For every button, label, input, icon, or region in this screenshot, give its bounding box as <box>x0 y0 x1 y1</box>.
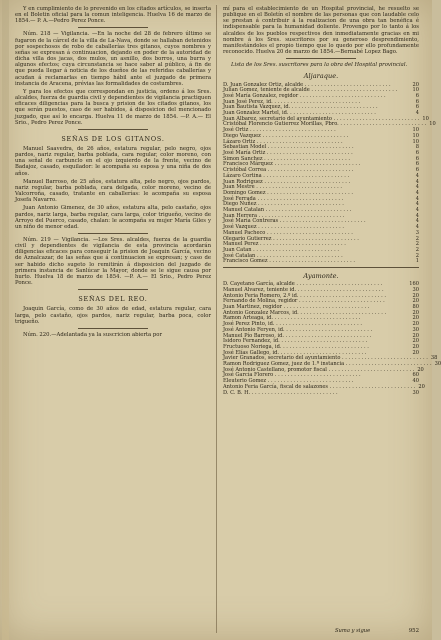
subscriber-name: Antonio Feria Romero, 2.º id. . . . . . . . . . . . . . . . . . . . . . . . . . . . <box>223 292 386 299</box>
footer-label: Suma y sigue <box>335 628 371 634</box>
notice-219-paragraph: Núm. 219 — Vigilancia. —Los Sres. alcaldes, fuerza de la guardia civil y dependientes de vigilancia de esta provincia acordarán diligencias eficaces para conseguir la prision de Joaquin García, vecino de Aznalcazar, de las señas que á continuacion se expresan; y caso de ser habido dicho sugeto lo remitirán á disposicion del juzgado de primera instancia de Sanlúcar la Mayor, donde se le sigue causa por hurto. Huelva 18 de marzo de 1854. —P. A.— El Srio., Pedro Perez Ponce. <box>15 237 211 287</box>
subscriber-name: Manuel Alvarez, teniente id. . . . . . . . . . . . . . . . . . . . . . . . . . . . <box>223 286 384 293</box>
subscriber-amount: 4 <box>415 195 419 202</box>
subscriber-amount: 10 <box>422 115 429 122</box>
subscriber-name: Diego Vazquez . . . . . . . . . . . . . . . . . . . . . . . . . . . <box>223 132 349 139</box>
subscriber-name: Juan Rodriguez . . . . . . . . . . . . . . . . . . . . . . . . . . . <box>223 178 351 185</box>
subscriber-name: Juan Martinez, regidor . . . . . . . . . . . . . . . . . . . . . . . . . . . <box>223 304 370 311</box>
subscriber-name: Francisco Márquez . . . . . . . . . . . . . . . . . . . . . . . . . . . <box>223 161 361 168</box>
subscriber-amount: 2 <box>415 246 419 253</box>
subscriber-amount: 20 <box>412 343 419 350</box>
subscriber-name: Ramon Rodriguez Gomez, juez de 1.ª instancia . . . . . . . . . . . . . . . . . . . . . . . . . . . <box>223 361 432 368</box>
subscriber-amount: 10 <box>412 138 419 145</box>
subscriber-amount: 6 <box>415 167 419 174</box>
subscriber-amount: 2 <box>415 241 419 248</box>
subscriber-amount: 2 <box>415 235 419 242</box>
subscriber-name: Fernando de Molina, regidor . . . . . . . . . . . . . . . . . . . . . . . . . . . <box>223 298 385 305</box>
subscriber-name: Fructuoso Noriega, id. . . . . . . . . . . . . . . . . . . . . . . . . . . . <box>223 343 369 350</box>
notice-closing-paragraph: Y en cumplimiento de lo prevenido en los citados artículos, se inserta en el Boletin oficial para la comun inteligencia. Huelva 16 de marzo de 1854.— P. A.—Pedro Perez Ponce. <box>15 6 211 25</box>
subscriber-amount: 4 <box>415 172 419 179</box>
binding-edge <box>2 0 9 640</box>
subscriber-amount: 8 <box>415 144 419 151</box>
subscriber-amount: 20 <box>412 338 419 345</box>
subscriber-name: José Antonio Feryen, id. . . . . . . . . . . . . . . . . . . . . . . . . . . . <box>223 326 373 333</box>
list-row <box>223 391 419 397</box>
subscriber-amount: 30 <box>412 286 419 293</box>
separator <box>78 27 148 28</box>
subscriber-name: Antonio Gonzalez Marcos, id. . . . . . . . . . . . . . . . . . . . . . . . . . . . <box>223 309 387 316</box>
subscriber-name: José María Contreras . . . . . . . . . . . . . . . . . . . . . . . . . . . <box>223 218 366 225</box>
subscriber-amount: 6 <box>415 104 419 111</box>
subscriber-name: Juan Bautista Vazquez, id. . . . . . . . . . . . . . . . . . . . . . . . . . . . <box>223 104 378 111</box>
subscriber-amount: 20 <box>412 292 419 299</box>
subscriber-name: D. Cayetano García, alcalde . . . . . . . . . . . . . . . . . . . . . . . . . . . <box>223 281 383 288</box>
description-garcia: Joaquin García, como de 30 años de edad, estatura regular, cara larga, pelo castaño, ojos pardos, nariz regular, barba poca, color trigueño. <box>15 306 211 325</box>
subscriber-name: Lázaro Ortiz . . . . . . . . . . . . . . . . . . . . . . . . . . . <box>223 138 343 145</box>
subscriber-name: Manuel Catalan . . . . . . . . . . . . . . . . . . . . . . . . . . . <box>223 207 352 214</box>
subscriber-name: Juan Gonzalez Martel, id. . . . . . . . . . . . . . . . . . . . . . . . . . . . <box>223 110 376 117</box>
subscriber-amount: 4 <box>415 218 419 225</box>
subscriber-amount: 38 <box>430 355 438 362</box>
subscriber-name: D. C. B. H. . . . . . . . . . . . . . . . . . . . . . . . . . . . <box>223 389 338 396</box>
subscriber-name: D. Juan Gonzalez Ortiz, alcalde . . . . . . . . . . . . . . . . . . . . . . . . . . . <box>223 81 391 88</box>
separator <box>286 58 356 59</box>
subscriber-amount: 30 <box>412 326 419 333</box>
subscriber-amount: 160 <box>409 281 419 288</box>
subscriber-name: Julian Gomez, teniente de alcalde . . . . . . . . . . . . . . . . . . . . . . . . . . . <box>223 87 398 94</box>
subscriber-amount: 10 <box>429 121 436 128</box>
subscriber-amount: 6 <box>415 161 419 168</box>
subscriber-amount: 10 <box>412 132 419 139</box>
subscriber-name: Domingo Gomez . . . . . . . . . . . . . . . . . . . . . . . . . . . <box>223 189 353 196</box>
subscriber-amount: 6 <box>415 155 419 162</box>
left-column <box>15 6 211 340</box>
description-saavedra: Manuel Saavedra, de 26 años, estatura regular, pelo negro, ojos pardos, nariz regular, barba poblada, cara regular, color moreno, con una señal de carbunclo en el ojo izquierdo de la frente, vecino de Badajoz, casado, esquilador: le acompaña su esposa y una niña de dos años. <box>15 145 211 177</box>
subscriber-amount: 10 <box>412 127 419 134</box>
subscriber-amount: 60 <box>412 372 419 379</box>
total-rule <box>223 267 419 268</box>
subscriber-name: Diego Nuñez . . . . . . . . . . . . . . . . . . . . . . . . . . . <box>223 201 344 208</box>
subscriber-name: José María Gonzalez, regidor . . . . . . . . . . . . . . . . . . . . . . . . . . . <box>223 92 386 99</box>
subscriber-amount: 4 <box>415 224 419 231</box>
subscriber-name: Juan José Perez, id. . . . . . . . . . . . . . . . . . . . . . . . . . . . <box>223 98 361 105</box>
subscriber-name: Isidoro Fernandez, id. . . . . . . . . . . . . . . . . . . . . . . . . . . . <box>223 338 368 345</box>
subscriber-amount: 4 <box>415 110 419 117</box>
subscriber-name: Manuel Pío Barroso, id. . . . . . . . . . . . . . . . . . . . . . . . . . . . <box>223 332 372 339</box>
subscriber-amount: 40 <box>412 378 419 385</box>
subscriber-amount: 80 <box>412 304 419 311</box>
subscriber-amount: 4 <box>415 201 419 208</box>
subscriber-name: José Ferrada . . . . . . . . . . . . . . . . . . . . . . . . . . . <box>223 195 344 202</box>
subscriber-amount: 20 <box>418 383 425 390</box>
subscriber-name: Juan Albarez, secretario del ayuntamiento . . . . . . . . . . . . . . . . . . . . . . . . . . . <box>223 115 420 122</box>
subscriber-amount: 6 <box>415 98 419 105</box>
subscriber-amount: 20 <box>412 81 419 88</box>
subscriber-name: José Antonio Castellano, promotor fiscal . . . . . . . . . . . . . . . . . . . . . . . . . . . <box>223 366 415 373</box>
subscriber-amount: 20 <box>412 298 419 305</box>
town-ayamonte: Ayamonte. <box>303 272 339 281</box>
separator <box>78 289 148 290</box>
notice-218-paragraph-1: Núm. 218 — Vigilancia. —En la noche del 28 de febrero último se fugaron de la cárcel de la villa de La-Nava, donde se hallaban detenidos por sospechosos de robo de caballerías tres gitanos, cuyos nombres y señas se expresan á continuacion, dejando en poder de la autoridad de dicha villa dos jacas, dos mulos, un asnillo, dos borros, una burra y algunos efectos; cuya circunstancia se hace saber al público, á fin de que pueda llegar á noticia de los dueños de las referidas caballerías y acudan á reclamarlas en tiempo hábil ante el juzgado de primera instancia de Aracena, prévias las formalidades de costumbres. <box>15 31 211 87</box>
subscriber-name: Simon Sanchez . . . . . . . . . . . . . . . . . . . . . . . . . . . <box>223 155 350 162</box>
subscriber-name: José María Ortiz . . . . . . . . . . . . . . . . . . . . . . . . . . . <box>223 150 353 156</box>
list-ayamonte <box>223 281 441 396</box>
subscriber-amount: 4 <box>415 178 419 185</box>
subscriber-name: Javier Granados, secretario del ayuntamiento . . . . . . . . . . . . . . . . . . . . . . . . . . . <box>223 355 428 362</box>
subscriber-amount: 6 <box>415 150 419 156</box>
subscriber-amount: 1 <box>415 258 419 265</box>
column-divider <box>216 5 217 633</box>
subscriber-name: Cristóbal Florencio Gutierrez Morillas, Pbro. . . . . . . . . . . . . . . . . . . . . . . . . . . . <box>223 121 427 128</box>
subscribers-heading: Lista de los Sres. suscritores para la obra del Hospital provincial. <box>231 62 408 69</box>
description-barroso: Manuel Barroso, de 25 años, estatura alta, pelo negro, ojos pardos, nariz regular, barba poblada, cara delgada, color moreno, vecino de Valcorroña, casado, tratante en caballerías: le acompaña su esposa Josefa Navarro. <box>15 178 211 204</box>
footer-sum <box>15 628 419 634</box>
list-row <box>223 259 419 265</box>
right-column <box>223 6 441 396</box>
subscriber-name: Manuel Perez . . . . . . . . . . . . . . . . . . . . . . . . . . . <box>223 241 346 248</box>
subscriber-name: José Catalan . . . . . . . . . . . . . . . . . . . . . . . . . . . <box>223 252 343 259</box>
footer-total: 952 <box>408 628 419 634</box>
subscriber-name: Sebastian Model . . . . . . . . . . . . . . . . . . . . . . . . . . . <box>223 144 354 151</box>
subscriber-name: José García Florero . . . . . . . . . . . . . . . . . . . . . . . . . . . <box>223 372 361 379</box>
separator <box>78 328 148 329</box>
subscriber-amount: 20 <box>417 366 424 373</box>
subscriber-amount: 20 <box>412 309 419 316</box>
subscriber-amount: 6 <box>415 92 419 99</box>
subscriber-amount: 4 <box>415 184 419 191</box>
separator <box>78 129 148 130</box>
subscriber-name: Lázaro Cortina . . . . . . . . . . . . . . . . . . . . . . . . . . . <box>223 172 350 179</box>
subscriber-amount: 20 <box>412 315 419 322</box>
subscriber-name: Juan Mestre . . . . . . . . . . . . . . . . . . . . . . . . . . . <box>223 184 343 191</box>
subscriber-amount: 20 <box>412 321 419 328</box>
subscriber-name: Francisco Gomez . . . . . . . . . . . . . . . . . . . . . . . . . . . <box>223 258 356 265</box>
list-aljaraque <box>223 81 436 266</box>
subscriber-amount: 4 <box>415 212 419 219</box>
town-aljaraque: Aljaraque. <box>303 72 339 81</box>
subscriber-name: Antonio Feria García, fiscal de salazones . . . . . . . . . . . . . . . . . . . . . . . . . . . <box>223 383 416 390</box>
subscriber-amount: 20 <box>412 349 419 356</box>
subscriber-name: Juan Catan . . . . . . . . . . . . . . . . . . . . . . . . . . . <box>223 246 339 253</box>
subscriber-name: Ramon Arteaga, id. . . . . . . . . . . . . . . . . . . . . . . . . . . . <box>223 315 361 322</box>
separator <box>78 233 148 234</box>
description-gimenez: Juan Antonio Gimenez, de 30 años, estatura alta, pelo castaño, ojos pardos, nariz larga, barba regular, cara larga, color trigueño, vecino de Arroyo del Puerco, casado, chalan: le acompaña su mujer María Giles y un niño de menor edad. <box>15 205 211 230</box>
subscriber-name: José Vazquez . . . . . . . . . . . . . . . . . . . . . . . . . . . <box>223 224 344 231</box>
subscriber-name: Juan Herrera . . . . . . . . . . . . . . . . . . . . . . . . . . . <box>223 212 345 219</box>
hospital-notice: mí para el establecimiento de un Hospital provincial, he resuelto se publique en el Boletín el nombre de las personas que con laudable celo se prestan á contribuir á la realizacion de una obra tan benéfica é indispensable para la humanidad doliente. Provengo por lo tanto á los alcaldes de los pueblos respectivos den inmediatamente gracias en mi nombre á los Sres. suscritores por su generoso desprendimiento, manifestándoles el propio tiempo que lo quedo por ello profundamente reconocido. Huelva 20 de marzo de 1854.—Bernabé Lopez Bago. <box>223 6 419 56</box>
subscriber-name: Cristóbal Correa . . . . . . . . . . . . . . . . . . . . . . . . . . . <box>223 167 354 174</box>
subscriber-name: José Ortiz . . . . . . . . . . . . . . . . . . . . . . . . . . . <box>223 127 336 134</box>
subscriber-name: José Elías Gallego, id. . . . . . . . . . . . . . . . . . . . . . . . . . . . <box>223 349 367 356</box>
subscriber-name: Olegario Gutierrez . . . . . . . . . . . . . . . . . . . . . . . . . . . <box>223 235 359 242</box>
subscriber-amount: 20 <box>412 332 419 339</box>
subscriber-name: Eleuterio Gomez . . . . . . . . . . . . . . . . . . . . . . . . . . . <box>223 378 354 385</box>
subscriber-amount: 2 <box>415 252 419 259</box>
subscriber-amount: 10 <box>412 87 419 94</box>
subscriber-amount: 30 <box>412 389 419 396</box>
subscriber-amount: 4 <box>415 189 419 196</box>
subscriber-amount: 3 <box>415 229 419 236</box>
subscriber-amount: 30 <box>434 361 441 368</box>
section-title-gitanos: SEÑAS DE LOS GITANOS. <box>61 134 165 143</box>
notice-218-paragraph-2: Y para los efectos que correspondan en justicia, ordeno á los Sres. alcaldes, fuerza de guardia civil y dependientes de vigilancia practiquen eficaces diligencias para la busca y prision de los citados gitanos, los que serán puestos, caso de ser habidos, á disposicion del mencionado juzgado, que así lo encarga. Huelva 11 de marzo de 1854. —P. A.— El Srio., Pedro Perez Ponce. <box>15 88 211 126</box>
notice-220-start: Núm. 220.—Adelantada ya la suscricion abierta por <box>23 331 163 338</box>
subscriber-amount: 4 <box>415 207 419 214</box>
subscriber-name: Manuel Pacheco . . . . . . . . . . . . . . . . . . . . . . . . . . . <box>223 229 353 236</box>
subscriber-name: José Perez Pinto, id. . . . . . . . . . . . . . . . . . . . . . . . . . . . <box>223 321 362 328</box>
section-title-reo: SEÑAS DEL REO. <box>78 295 148 304</box>
